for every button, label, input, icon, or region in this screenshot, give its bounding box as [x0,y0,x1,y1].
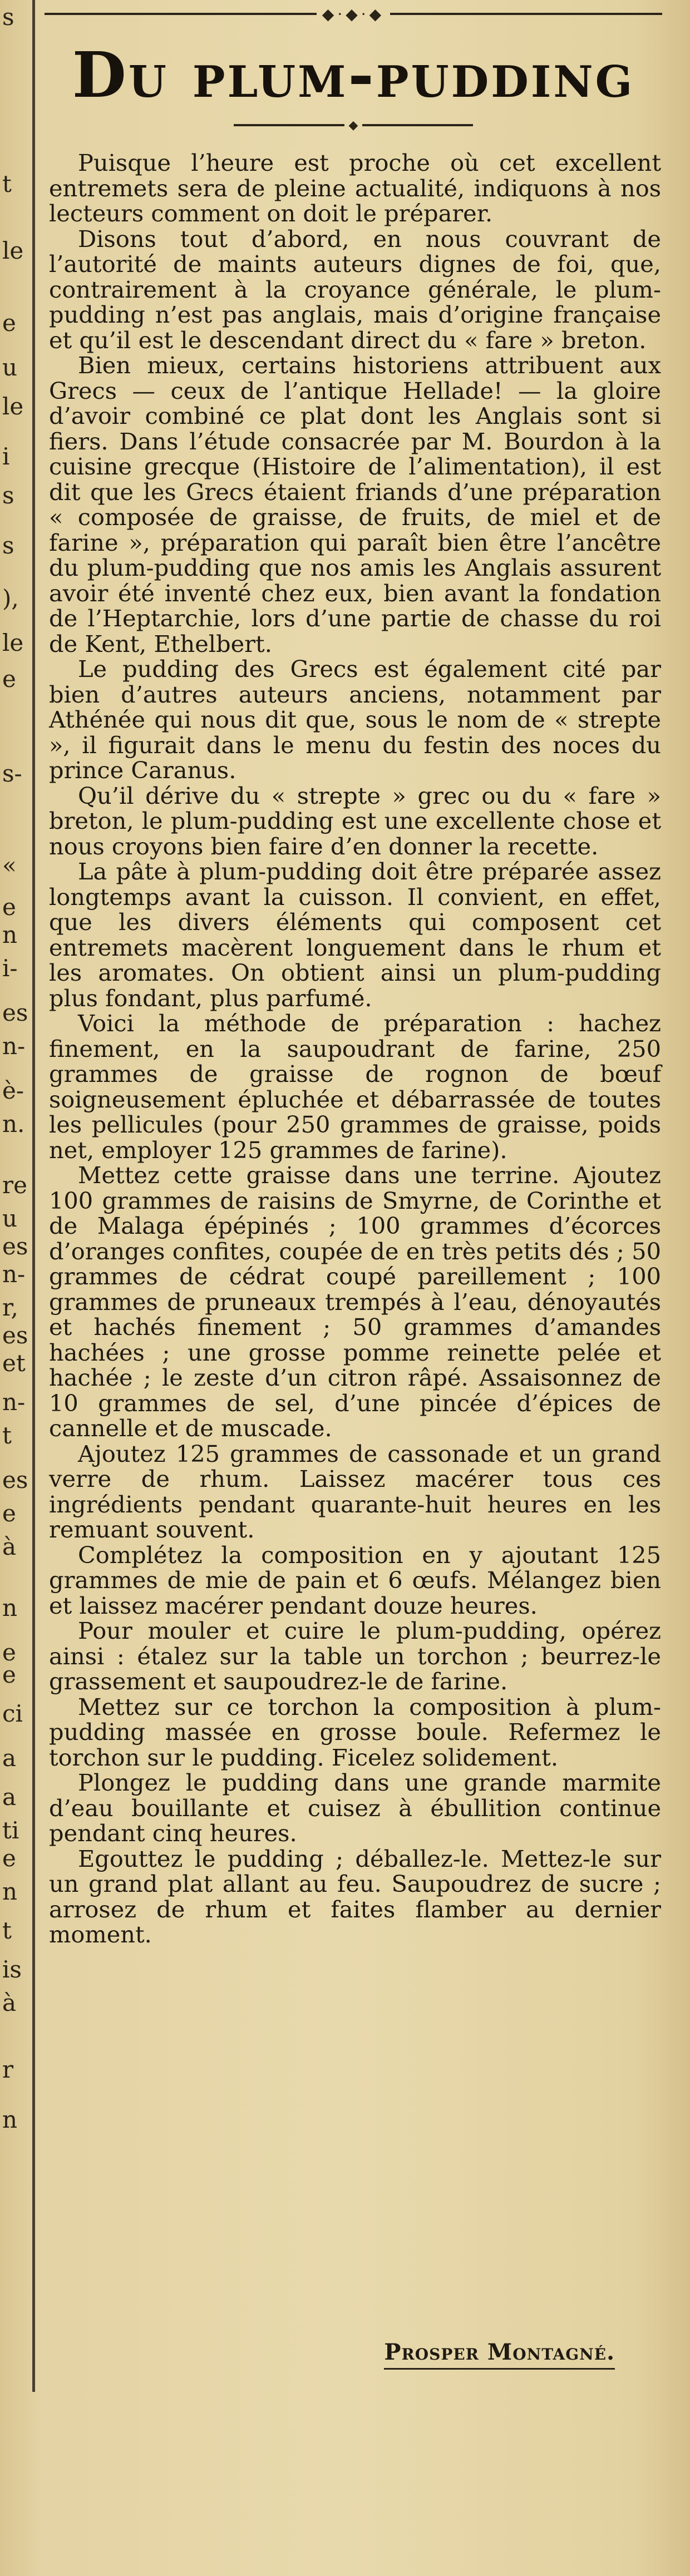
gutter-fragment: s [2,482,14,509]
gutter-fragment: s- [2,760,22,787]
gutter-fragment: es [2,1322,28,1349]
gutter-fragment: es [2,1233,28,1260]
gutter-fragment: r [2,2056,14,2083]
article-paragraph: Bien mieux, certains historiens attribuent aux Grecs — ceux de l’antique Hellade! — la gloire d’avoir combiné ce plat dont les Anglais sont si fiers. Dans l’étude consacrée par M. Bourdon à la cuisine grecque (Histoire de l’alimentation), il est dit que les Grecs étaient friands d’une préparation « composée de graisse, de fruits, de miel et de farine », préparation qui paraît bien être l’ancêtre du plum-pudding que nos amis les Anglais assurent avoir été inventé chez eux, bien avant la fondation de l’Heptarchie, lors d’une partie de chasse du roi de Kent, Ethelbert. [49,352,661,657]
gutter-fragment: t [2,170,12,197]
gutter-fragment: è- [2,1077,24,1104]
gutter-fragment: e [2,1639,16,1666]
article-paragraph: Voici la méthode de préparation : hachez finement, en la saupoudrant de farine, 250 grammes de graisse de rognon de bœuf soigneusement épluchée et débarrassée de toutes les pellicules (pour 250 grammes de graisse, poids net, employer 125 grammes de farine). [49,1010,661,1164]
gutter-fragment: n [2,2106,18,2133]
gutter-fragment: « [2,852,17,879]
gutter-fragment: n [2,1878,18,1905]
column-rule [32,0,35,2392]
article-body [49,150,661,1947]
gutter-fragment: e [2,309,16,337]
gutter-fragment: is [2,1956,22,1983]
gutter-fragment: le [2,237,24,264]
gutter-fragment: r, [2,1294,18,1321]
article-paragraph: Complétez la composition en y ajoutant 125 grammes de mie de pain et 6 œufs. Mélangez bien et laissez macérer pendant douze heures. [49,1541,661,1619]
adjacent-column-fragments [0,0,31,2392]
gutter-fragment: ti [2,1817,19,1844]
gutter-fragment: s [2,3,14,31]
article-paragraph: Pour mouler et cuire le plum-pudding, opérez ainsi : étalez sur la table un torchon ; beurrez-le grassement et saupoudrez-le de farine. [49,1617,661,1695]
title-ornament: ◆ [234,120,473,131]
gutter-fragment: et [2,1349,26,1377]
article-paragraph: Ajoutez 125 grammes de cassonade et un grand verre de rhum. Laissez macérer tous ces ingrédients pendant quarante-huit heures en les remuant souvent. [49,1440,661,1543]
article-paragraph: Mettez cette graisse dans une terrine. Ajoutez 100 grammes de raisins de Smyrne, de Corinthe et de Malaga épépinés ; 100 grammes d’écorces d’oranges confites, coupée de en très petits dés ; 50 grammes de cédrat coupé pareillement ; 100 grammes de pruneaux trempés à l’eau, dénoyautés et hachés finement ; 50 grammes d’amandes hachées ; une grosse pomme reinette pelée et hachée ; le zeste d’un citron râpé. Assaisonnez de 10 grammes de sel, d’une pincée d’épices de cannelle et de muscade. [49,1161,661,1442]
gutter-fragment: n. [2,1110,25,1138]
gutter-fragment: n- [2,1032,26,1060]
gutter-fragment: n [2,921,18,948]
gutter-fragment: es [2,999,28,1026]
article-paragraph: Plongez le pudding dans une grande marmite d’eau bouillante et cuisez à ébullition continue pendant cinq heures. [49,1769,661,1847]
article-paragraph: Mettez sur ce torchon la composition à plum-pudding massée en grosse boule. Refermez le torchon sur le pudding. Ficelez solidement. [49,1693,661,1771]
gutter-fragment: re [2,1171,27,1199]
gutter-fragment: e [2,1661,16,1688]
gutter-fragment: n- [2,1388,26,1416]
article-paragraph: Puisque l’heure est proche où cet excellent entremets sera de pleine actualité, indiquons à nos lecteurs comment on doit le préparer. [49,149,661,227]
gutter-fragment: u [2,354,18,381]
article-title: Du plum-pudding [72,39,635,112]
gutter-fragment: u [2,1205,18,1232]
top-ornament: ◆·◆·◆ [45,6,662,22]
gutter-fragment: n [2,1594,18,1621]
gutter-fragment: à [2,1989,17,2016]
gutter-fragment: t [2,1917,12,1944]
gutter-fragment: ci [2,1700,23,1727]
gutter-fragment: à [2,1533,17,1560]
gutter-fragment: t [2,1422,12,1449]
article-paragraph: La pâte à plum-pudding doit être préparée assez longtemps avant la cuisson. Il convient, en effet, que les divers éléments qui composent cet entremets macèrent longuement dans le rhum et les aromates. On obtient ainsi un plum-pudding plus fondant, plus parfumé. [49,858,661,1012]
author-signature: Prosper Montagné. [384,2339,615,2365]
gutter-fragment: n- [2,1260,26,1288]
gutter-fragment: s [2,532,14,559]
gutter-fragment: e [2,893,16,921]
gutter-fragment: i [2,443,10,470]
gutter-fragment: e [2,665,16,693]
gutter-fragment: le [2,393,24,420]
gutter-fragment: le [2,629,24,656]
article-paragraph: Egouttez le pudding ; déballez-le. Mettez-le sur un grand plat allant au feu. Saupoudrez de sucre ; arrosez de rhum et faites flamber au dernier moment. [49,1845,661,1948]
article-paragraph: Qu’il dérive du « strepte » grec ou du « fare » breton, le plum-pudding est une excellente chose et nous croyons bien faire d’en donner la recette. [49,782,661,860]
gutter-fragment: a [2,1744,17,1772]
gutter-fragment: i- [2,955,18,982]
gutter-fragment: a [2,1783,17,1811]
gutter-fragment: es [2,1466,28,1494]
gutter-fragment: e [2,1845,16,1872]
gutter-fragment: ), [2,585,19,612]
article-paragraph: Disons tout d’abord, en nous couvrant de l’autorité de maints auteurs dignes de foi, que, contrairement à la croyance générale, le plum-pudding n’est pas anglais, mais d’origine française et qu’il est le descendant direct du « fare » breton. [49,225,661,354]
article-paragraph: Le pudding des Grecs est également cité par bien d’autres auteurs anciens, notamment par Athénée qui nous dit que, sous le nom de « strepte », il figurait dans le menu du festin des noces du prince Caranus. [49,655,661,784]
gutter-fragment: e [2,1500,16,1527]
